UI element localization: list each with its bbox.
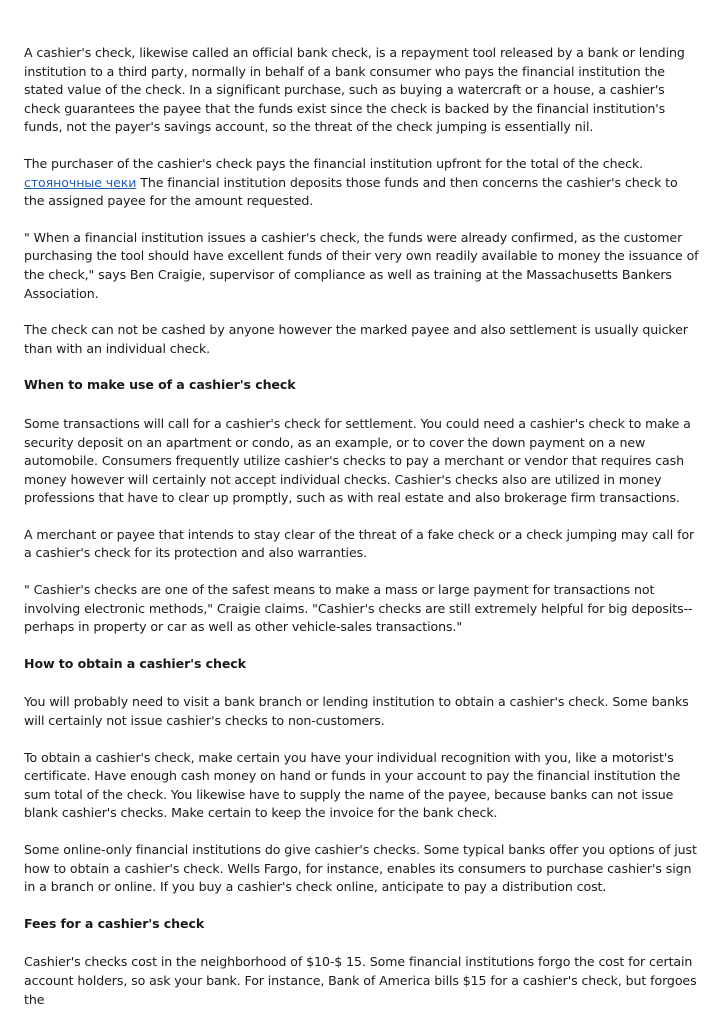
heading-when-to-use: When to make use of a cashier's check — [24, 377, 296, 393]
heading-fees: Fees for a cashier's check — [24, 915, 205, 931]
paragraph-purchaser-text-after: The financial institution deposits those funds and then concerns the cashier's check to the assigned payee for the amount requested. — [24, 174, 678, 209]
paragraph-safest-means: " Cashier's checks are one of the safest means to make a mass or large payment for transactions not involving electronic methods," Craigie claims. "Cashier's checks are still extremely helpful for big deposits-- perhaps in property or car as well as other vehicle-sales transactions." — [24, 582, 693, 635]
paragraph-merchant: A merchant or payee that intends to stay clear of the threat of a fake check or a check jumping may call for a cashier's check for its protection and also warranties. — [24, 526, 695, 561]
paragraph-fees: Cashier's checks cost in the neighborhood of $10-$ 15. Some financial institutions forgo the cost for certain account holders, so ask your bank. For instance, Bank of America bills $15 for a cashier's check, but forgoes the — [24, 954, 697, 1007]
paragraph-online-banks: Some online-only financial institutions do give cashier's checks. Some typical banks offer you options of just how to obtain a cashier's check. Wells Fargo, for instance, enables its consumers to purchase cashier's sign in a branch or online. If you buy a cashier's check online, anticipate to pay a distribution cost. — [24, 842, 697, 895]
paragraph-visit-branch: You will probably need to visit a bank branch or lending institution to obtain a cashier's check. Some banks will certainly not issue cashier's checks to non-customers. — [24, 694, 689, 729]
paragraph-intro: A cashier's check, likewise called an official bank check, is a repayment tool released by a bank or lending institution to a third party, normally in behalf of a bank consumer who pays the financial institution the stated value of the check. In a significant purchase, such as buying a watercraft or a house, a cashier's check guarantees the payee that the funds exist since the check is backed by the financial institution's funds, not the payer's savings account, so the threat of the check jumping is essentially nil. — [24, 45, 685, 135]
paragraph-identification: To obtain a cashier's check, make certain you have your individual recognition with you, like a motorist's certificate. Have enough cash money on hand or funds in your account to pay the financial institution the sum total of the check. You likewise have to supply the name of the payee, because banks can not issue blank cashier's checks. Make certain to keep the invoice for the bank check. — [24, 749, 681, 821]
paragraph-quote-craigie: " When a financial institution issues a cashier's check, the funds were already confirmed, as the customer purchasing the tool should have excellent funds of their very own readily available to money the issuance of the check," says Ben Craigie, supervisor of compliance as well as training at the Massachusetts Bankers Association. — [24, 229, 699, 301]
paragraph-purchaser-text-before: The purchaser of the cashier's check pays the financial institution upfront for the total of the check. — [24, 155, 644, 171]
paragraph-transactions: Some transactions will call for a cashier's check for settlement. You could need a cashier's check to make a security deposit on an apartment or condo, as an example, or to cover the down payment on a new automobile. Consumers frequently utilize cashier's checks to pay a merchant or vendor that requires cash money however will certainly not accept individual checks. Cashier's checks also are utilized in money professions that have to clear up promptly, such as with real estate and also brokerage firm transactions. — [24, 415, 691, 506]
heading-how-to-obtain: How to obtain a cashier's check — [24, 655, 246, 671]
paragraph-purchaser — [24, 155, 700, 211]
parking-checks-link[interactable]: стояночные чеки — [24, 174, 137, 190]
paragraph-payee: The check can not be cashed by anyone however the marked payee and also settlement is usually quicker than with an individual check. — [24, 322, 688, 356]
